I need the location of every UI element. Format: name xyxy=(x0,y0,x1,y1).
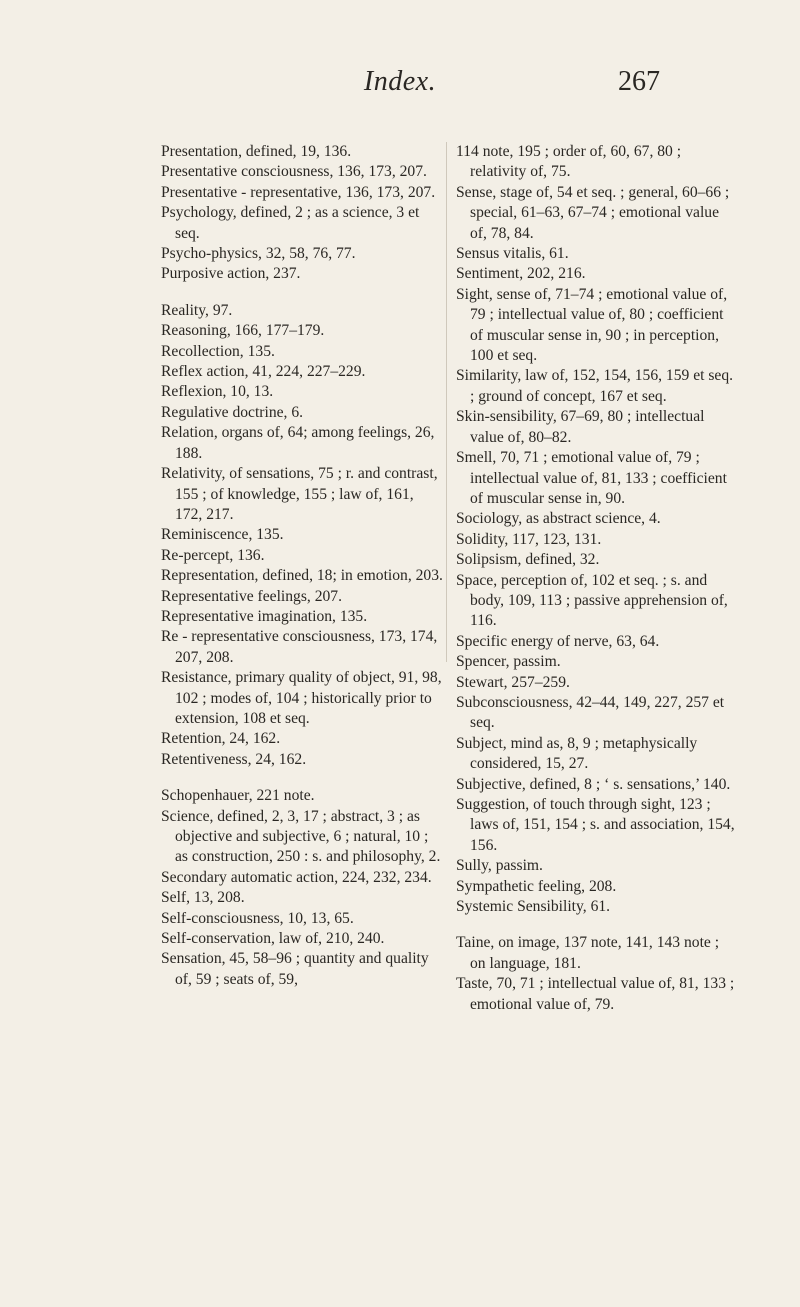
index-entry: Presentative consciousness, 136, 173, 207. xyxy=(161,163,427,181)
index-entry: Reflex action, 41, 224, 227–229. xyxy=(161,363,366,381)
index-entry: Retention, 24, 162. xyxy=(161,730,281,748)
index-entry: Science, defined, 2, 3, 17 ; abstract, 3 ; as objective and subjective, 6 ; natural, 10 ; as construction, 250 : s. and philosophy, 2. xyxy=(161,807,441,866)
index-entry: Taine, on image, 137 note, 141, 143 note ; on language, 181. xyxy=(456,934,720,972)
index-entry: Sympathetic feeling, 208. xyxy=(456,877,617,895)
index-entry: Similarity, law of, 152, 154, 156, 159 et seq. ; ground of concept, 167 et seq. xyxy=(456,367,734,405)
index-entry: Reflexion, 10, 13. xyxy=(161,383,274,401)
index-entry: Representation, defined, 18; in emotion, 203. xyxy=(161,567,443,585)
index-entry: Reminiscence, 135. xyxy=(161,526,284,544)
index-entry: Self-consciousness, 10, 13, 65. xyxy=(161,909,354,927)
index-column-right xyxy=(456,142,738,1015)
index-entry: Relativity, of sensations, 75 ; r. and contrast, 155 ; of knowledge, 155 ; law of, 161, 172, 217. xyxy=(161,465,438,523)
section-gap xyxy=(456,917,738,933)
section-gap xyxy=(161,285,443,301)
index-entry: Psycho-physics, 32, 58, 76, 77. xyxy=(161,245,356,263)
index-entry: Subjective, defined, 8 ; ‘ s. sensations,’ 140. xyxy=(456,775,731,793)
index-entry: Taste, 70, 71 ; intellectual value of, 81, 133 ; emotional value of, 79. xyxy=(456,975,735,1013)
index-entry: Purposive action, 237. xyxy=(161,265,301,283)
index-entry: Sensus vitalis, 61. xyxy=(456,245,569,263)
index-entry: Resistance, primary quality of object, 91, 98, 102 ; modes of, 104 ; historically prior to extension, 108 et seq. xyxy=(161,669,442,727)
index-entry: Sight, sense of, 71–74 ; emotional value of, 79 ; intellectual value of, 80 ; coefficient of muscular sense in, 90 ; in perception, 100 et seq. xyxy=(456,285,728,365)
index-entry: Sensation, 45, 58–96 ; quantity and quality of, 59 ; seats of, 59, xyxy=(161,950,429,988)
index-column-left xyxy=(161,142,443,990)
index-entry: Regulative doctrine, 6. xyxy=(161,403,304,421)
column-divider xyxy=(446,142,447,662)
index-entry: Presentative - representative, 136, 173, 207. xyxy=(161,183,436,201)
index-entry: Representative feelings, 207. xyxy=(161,587,343,605)
index-entry: Reasoning, 166, 177–179. xyxy=(161,322,325,340)
index-entry: Self, 13, 208. xyxy=(161,889,245,907)
index-entry: Presentation, defined, 19, 136. xyxy=(161,143,352,160)
index-entry: Sociology, as abstract science, 4. xyxy=(456,510,661,528)
index-entry: Re-percept, 136. xyxy=(161,546,265,564)
index-entry: Smell, 70, 71 ; emotional value of, 79 ; intellectual value of, 81, 133 ; coefficient of muscular sense in, 90. xyxy=(456,449,727,507)
index-entry: Skin-sensibility, 67–69, 80 ; intellectual value of, 80–82. xyxy=(456,408,705,446)
index-entry: Sense, stage of, 54 et seq. ; general, 60–66 ; special, 61–63, 67–74 ; emotional value of, 78, 84. xyxy=(456,183,730,242)
index-entry: Self-conservation, law of, 210, 240. xyxy=(161,930,385,948)
index-entry: Secondary automatic action, 224, 232, 234. xyxy=(161,868,432,886)
index-entry: Stewart, 257–259. xyxy=(456,673,570,691)
index-entry: Solipsism, defined, 32. xyxy=(456,551,600,569)
index-entry: Reality, 97. xyxy=(161,301,233,319)
index-entry: Schopenhauer, 221 note. xyxy=(161,787,315,805)
index-entry: Sully, passim. xyxy=(456,857,543,875)
running-head-title: Index. xyxy=(363,66,437,97)
index-entry: Spencer, passim. xyxy=(456,653,561,671)
index-entry: Solidity, 117, 123, 131. xyxy=(456,530,602,548)
index-entry: Subject, mind as, 8, 9 ; metaphysically considered, 15, 27. xyxy=(456,734,698,773)
index-entry: Systemic Sensibility, 61. xyxy=(456,898,611,916)
index-entry: Specific energy of nerve, 63, 64. xyxy=(456,632,660,650)
index-entry: Sentiment, 202, 216. xyxy=(456,265,586,283)
section-gap xyxy=(161,770,443,786)
index-entry: 114 note, 195 ; order of, 60, 67, 80 ; relativity of, 75. xyxy=(456,143,682,181)
index-entry: Retentiveness, 24, 162. xyxy=(161,750,307,768)
index-entry: Subconsciousness, 42–44, 149, 227, 257 et seq. xyxy=(456,693,725,732)
index-entry: Psychology, defined, 2 ; as a science, 3 et seq. xyxy=(161,204,420,242)
index-entry: Representative imagination, 135. xyxy=(161,607,368,625)
page-number: 267 xyxy=(618,66,660,97)
index-entry: Re - representative consciousness, 173, 174, 207, 208. xyxy=(161,628,438,666)
index-entry: Space, perception of, 102 et seq. ; s. and body, 109, 113 ; passive apprehension of, 116. xyxy=(456,571,728,630)
index-entry: Suggestion, of touch through sight, 123 ; laws of, 151, 154 ; s. and association, 154, 156. xyxy=(456,796,735,854)
index-entry: Recollection, 135. xyxy=(161,342,275,360)
index-entry: Relation, organs of, 64; among feelings, 26, 188. xyxy=(161,424,435,462)
